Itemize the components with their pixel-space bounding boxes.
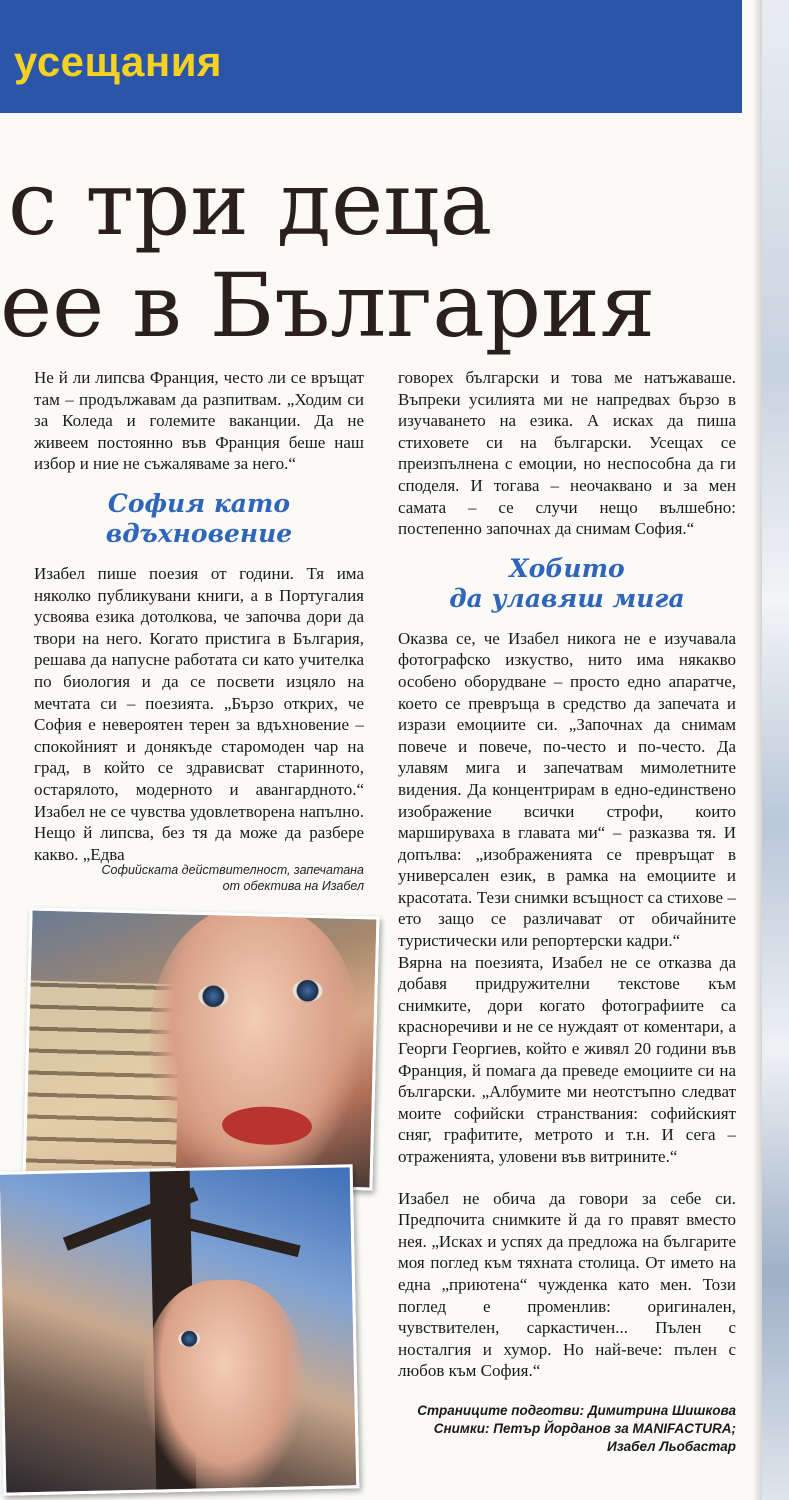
subheading-line: Хобито	[509, 553, 625, 583]
paragraph: говорех български и това ме натъжаваше. Въпреки усилията ми не напредвах бързо в изучаването на езика. А исках да пиша стиховете си на български. Усещах се преизпълнена с емоции, но неспособна да ги споделя. И тогава – неочаквано и за мен самата – се случи нещо вълшебно: постепенно започнах да снимам София.“	[398, 368, 736, 539]
credit-line: Снимки: Петър Йорданов за MANIFACTURA;	[433, 1421, 736, 1436]
subheading-line: да улавяш мига	[449, 583, 685, 613]
left-column	[34, 367, 364, 865]
headline-line-1: с три деца	[8, 152, 493, 255]
credit-line: Изабел Льобастар	[607, 1439, 736, 1454]
caption-line: от обектива на Изабел	[222, 879, 364, 893]
credits	[398, 1402, 736, 1456]
photo-tree-mannequin	[0, 1164, 359, 1495]
credit-line: Страниците подготви: Димитрина Шишкова	[417, 1403, 736, 1418]
subheading-sofia-inspiration	[34, 489, 364, 549]
section-tag: усещания	[14, 38, 223, 85]
subheading-hobby	[398, 554, 736, 614]
paragraph: Изабел пише поезия от години. Тя има няколко публикувани книги, а в Португалия усвоява езика дотолкова, че започва дори да твори на него. Когато пристига в България, решава да напусне работата си като учителка по биология и да се посвети изцяло на мечтата си – поезията. „Бързо открих, че София е невероятен терен за вдъхновение – спокойният и донякъде старомоден чар на град, в който се здрависват старинното, остарялото, модерното и авангардното.“ Изабел не се чувства удовлетворена напълно. Нещо й липсва, без тя да може да разбере какво. „Едва	[34, 563, 364, 864]
face-reflection	[145, 907, 362, 1189]
photo-reflection-face	[22, 907, 379, 1190]
header-band	[0, 0, 742, 113]
headline-line-2: ее в България	[0, 254, 656, 357]
photo-caption	[34, 862, 364, 894]
paragraph: Оказва се, че Изабел никога не е изучавала фотографско изкуство, нито има някакво особено оборудване – просто едно апаратче, което се превръща в средство да запечата и изрази емоциите си. „Започнах да снимам повече и повече, по-често и по-често. Да улавям мига и запечатвам мимолетните видения. Да концентрирам в едно-единствено изображение всички строфи, които маршируваха в главата ми“ – разказва тя. И допълва: „изображенията се превръщат в универсален език, в рамка на емоциите и красотата. Тези снимки всъщност са стихове – ето защо се различават от обичайните туристически или репортерски кадри.“	[398, 628, 736, 951]
mannequin-face	[142, 1278, 306, 1491]
paragraph: Не й ли липсва Франция, често ли се връщат там – продължавам да разпитвам. „Ходим си за Коледа и големите ваканции. Да не живеем постоянно във Франция беше наш избор и ние не съжаляваме за него.“	[34, 368, 364, 474]
adjacent-page-edge	[762, 0, 789, 1500]
right-column	[398, 367, 736, 1382]
paragraph: Изабел не обича да говори за себе си. Предпочита снимките й да го правят вместо нея. „Исках и успях да предложа на българите моя поглед към тяхната столица. От името на една „приютена“ чужденка като мен. Този поглед е променлив: оригинален, чувствителен, саркастичен... Пълен с носталгия и хумор. Но най-вече: пълен с любов към София.“	[398, 1188, 736, 1381]
subheading-line: вдъхновение	[105, 518, 293, 548]
paragraph: Вярна на поезията, Изабел не се отказва да добавя придружителни текстове към снимките, дори когато фотографиите са красноречиви и не се нуждаят от коментари, а Георги Георгиев, който е живял 20 години във Франция, й помага да преведе емоциите си на български. „Албумите ми неотстъпно следват моите софийски странствания: софийският сняг, графитите, метрото и т.н. И сега – отраженията, уловени във витрините.“	[398, 952, 736, 1166]
subheading-line: София като	[107, 488, 291, 518]
caption-line: Софийската действителност, запечатана	[101, 863, 364, 877]
